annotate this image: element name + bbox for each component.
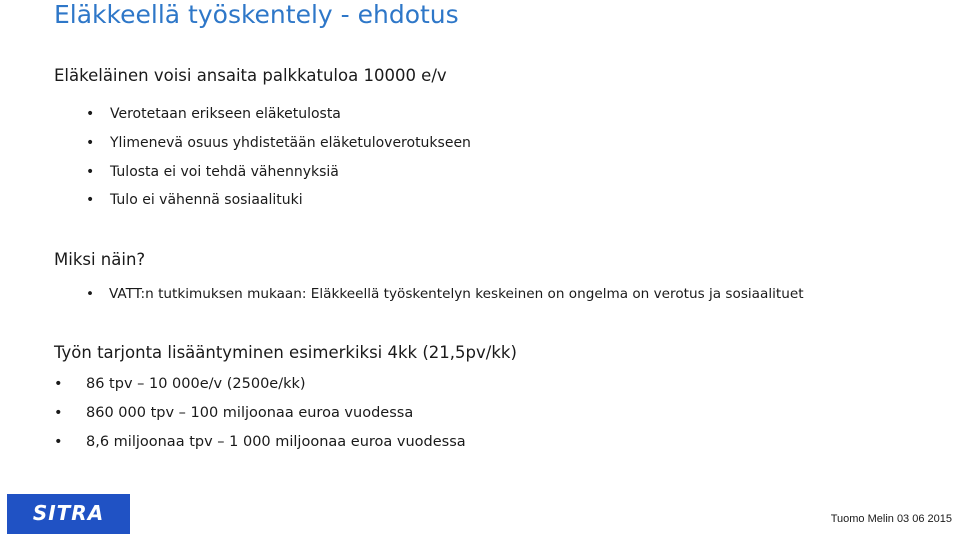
bullet-icon: • xyxy=(86,192,95,208)
logo-wordmark: SITRA xyxy=(32,501,105,525)
bullet-icon: • xyxy=(54,434,63,450)
sitra-logo-mark xyxy=(7,494,130,534)
list-item-text: Verotetaan erikseen eläketulosta xyxy=(110,106,341,122)
bullet-icon: • xyxy=(86,106,95,122)
bullet-icon: • xyxy=(54,405,63,421)
list-item-text: 8,6 miljoonaa tpv – 1 000 miljoonaa euroa vuodessa xyxy=(86,434,466,450)
list-item-text: 860 000 tpv – 100 miljoonaa euroa vuodessa xyxy=(86,405,414,421)
section-heading-income: Eläkeläinen voisi ansaita palkkatuloa 10000 e/v xyxy=(54,66,447,85)
list-item-text: VATT:n tutkimuksen mukaan: Eläkkeellä työskentelyn keskeinen on ongelma on verotus ja sosiaalituet xyxy=(109,286,804,302)
bullet-icon: • xyxy=(54,376,63,392)
bullet-icon: • xyxy=(86,164,95,180)
footer-author-date: Tuomo Melin 03 06 2015 xyxy=(830,513,952,525)
slide-title: Eläkkeellä työskentely - ehdotus xyxy=(54,0,459,29)
section-heading-why: Miksi näin? xyxy=(54,250,146,269)
bullet-icon: • xyxy=(86,286,95,302)
list-item-text: 86 tpv – 10 000e/v (2500e/kk) xyxy=(86,376,306,392)
list-item-text: Ylimenevä osuus yhdistetään eläketuloverotukseen xyxy=(110,135,471,151)
section-heading-labor-supply: Työn tarjonta lisääntyminen esimerkiksi 4kk (21,5pv/kk) xyxy=(54,343,517,362)
bullet-icon: • xyxy=(86,135,95,151)
sitra-logo xyxy=(7,494,130,534)
list-item-text: Tulo ei vähennä sosiaalituki xyxy=(110,192,303,208)
list-item-text: Tulosta ei voi tehdä vähennyksiä xyxy=(110,164,339,180)
